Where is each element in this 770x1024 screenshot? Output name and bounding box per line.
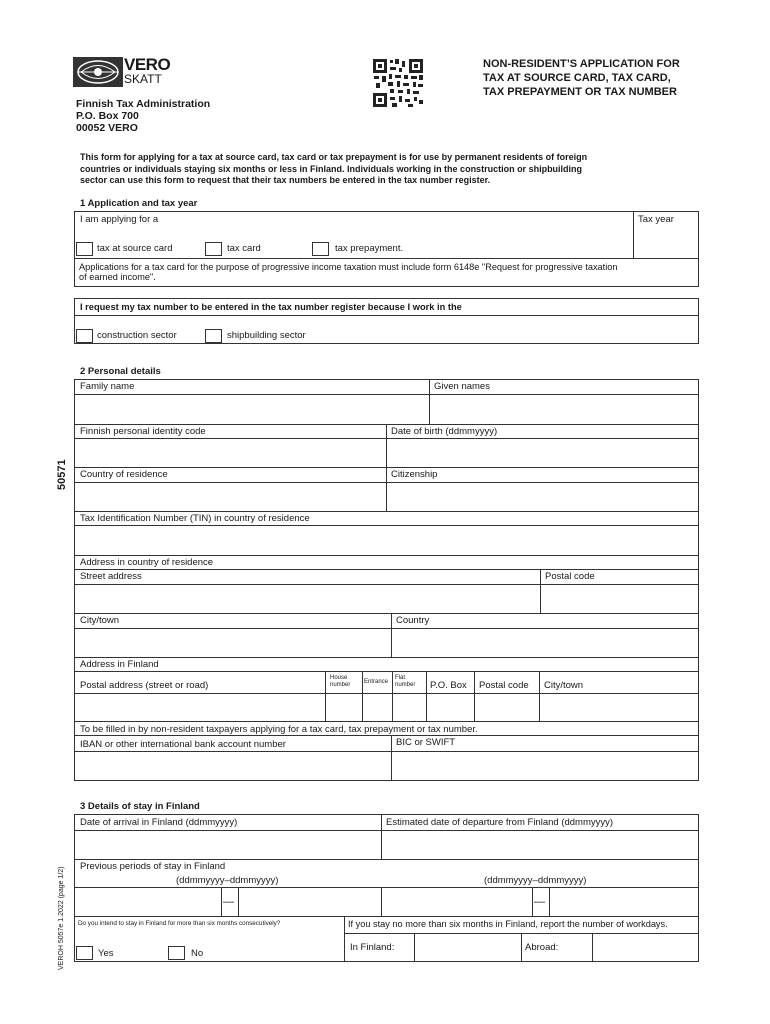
logo-skatt-text: SKATT [124, 72, 162, 86]
flat-number-line-1: Flat [395, 675, 406, 681]
citizenship-input[interactable] [387, 483, 698, 510]
departure-label: Estimated date of departure from Finland (ddmmyyyy) [386, 817, 614, 828]
arrival-input[interactable] [75, 831, 380, 858]
house-number-line-2: number [330, 682, 351, 688]
logo-vero-text: VERO [124, 55, 171, 74]
form-number: 50571 [56, 459, 68, 490]
tax-prepayment-checkbox[interactable] [312, 242, 329, 256]
period-2-end-input[interactable] [550, 888, 698, 915]
in-finland-label: In Finland: [350, 942, 395, 953]
period-1-format: (ddmmyyyy–ddmmyyyy) [176, 875, 279, 886]
qr-code [373, 59, 423, 107]
street-address-label: Street address [80, 571, 142, 582]
bic-input[interactable] [392, 752, 698, 780]
period-1-end-input[interactable] [239, 888, 380, 915]
citizenship-label: Citizenship [391, 469, 438, 480]
identity-code-input[interactable] [75, 439, 385, 466]
city-finland-input[interactable] [540, 694, 698, 720]
section-3-heading: 3 Details of stay in Finland [80, 801, 200, 812]
tax-prepayment-label: tax prepayment. [335, 243, 404, 254]
street-address-input[interactable] [75, 585, 539, 612]
construction-sector-label: construction sector [97, 330, 177, 341]
bank-note: To be filled in by non-resident taxpayers applying for a tax card, tax prepayment or tax number. [80, 724, 478, 735]
period-1-dash: — [223, 896, 234, 908]
family-name-input[interactable] [75, 395, 428, 423]
iban-input[interactable] [75, 752, 390, 780]
stay-no-label: No [191, 948, 204, 959]
tax-at-source-label: tax at source card [97, 243, 173, 254]
given-names-label: Given names [434, 381, 490, 392]
intend-question: Do you intend to stay in Finland for more than six months consecutively? [78, 920, 281, 927]
departure-input[interactable] [382, 831, 698, 858]
tax-year-input[interactable] [634, 226, 698, 257]
form-code: VEROH 5057e 1.2022 (page 1/2) [58, 866, 65, 970]
office-address [76, 98, 210, 134]
city-input[interactable] [75, 629, 390, 656]
section-1-heading: 1 Application and tax year [80, 198, 198, 209]
title-line-3: TAX PREPAYMENT OR TAX NUMBER [483, 86, 677, 98]
period-2-dash: — [534, 896, 545, 908]
intro-line-2: countries or individuals staying six months or less in Finland. Individuals working in the construction or shipbuilding [80, 163, 583, 174]
abroad-label: Abroad: [525, 942, 559, 953]
office-city: 00052 VERO [76, 122, 138, 134]
applying-for-label: I am applying for a [80, 214, 159, 225]
country-residence-label: Country of residence [80, 469, 168, 480]
country-input[interactable] [392, 629, 698, 656]
stay-no-checkbox[interactable] [168, 946, 185, 960]
postal-code-finland-input[interactable] [475, 694, 538, 720]
entrance-input[interactable] [363, 694, 391, 720]
period-2-start-input[interactable] [382, 888, 531, 915]
country-residence-input[interactable] [75, 483, 385, 510]
intro-text [80, 152, 587, 187]
entrance-label: Entrance [364, 679, 389, 685]
tin-label: Tax Identification Number (TIN) in country of residence [80, 513, 310, 524]
postal-address-input[interactable] [75, 694, 324, 720]
address-abroad-label: Address in country of residence [80, 557, 214, 568]
progressive-note-line-2: of earned income". [79, 272, 156, 282]
identity-code-label: Finnish personal identity code [80, 426, 206, 437]
country-label: Country [396, 615, 430, 626]
postal-code-input[interactable] [541, 585, 698, 612]
vero-logo-emblem [73, 57, 123, 87]
workdays-label: If you stay no more than six months in Finland, report the number of workdays. [348, 919, 668, 929]
flat-number-label [395, 675, 415, 689]
flat-number-line-2: number [395, 682, 416, 688]
vero-logo [73, 55, 171, 87]
house-number-line-1: House [330, 675, 348, 681]
shipbuilding-sector-label: shipbuilding sector [227, 330, 306, 341]
form-title [483, 57, 680, 99]
progressive-note [79, 262, 617, 282]
tax-at-source-checkbox[interactable] [76, 242, 93, 256]
intro-line-3: sector can use this form to request that their tax numbers be entered in the tax number register. [80, 175, 491, 185]
register-heading: I request my tax number to be entered in the tax number register because I work in the [80, 302, 462, 312]
section-2-heading: 2 Personal details [80, 366, 161, 377]
po-box-input[interactable] [427, 694, 473, 720]
dob-label: Date of birth (ddmmyyyy) [391, 426, 498, 437]
tax-card-label: tax card [227, 243, 261, 254]
given-names-input[interactable] [430, 395, 698, 423]
title-line-2: TAX AT SOURCE CARD, TAX CARD, [483, 72, 671, 84]
tax-card-checkbox[interactable] [205, 242, 222, 256]
flat-number-input[interactable] [393, 694, 425, 720]
postal-code-finland-label: Postal code [479, 680, 529, 691]
shipbuilding-sector-checkbox[interactable] [205, 329, 222, 343]
construction-sector-checkbox[interactable] [76, 329, 93, 343]
arrival-label: Date of arrival in Finland (ddmmyyyy) [80, 817, 238, 828]
po-box-label: P.O. Box [430, 680, 467, 691]
title-line-1: NON-RESIDENT’S APPLICATION FOR [483, 58, 680, 70]
postal-address-label: Postal address (street or road) [80, 680, 209, 691]
workdays-abroad-input[interactable] [593, 934, 698, 961]
city-label: City/town [80, 615, 120, 626]
previous-stays-label: Previous periods of stay in Finland [80, 861, 226, 872]
period-1-start-input[interactable] [75, 888, 220, 915]
bic-label: BIC or SWIFT [396, 737, 456, 748]
tin-input[interactable] [75, 526, 698, 554]
iban-label: IBAN or other international bank account number [80, 739, 286, 750]
stay-yes-checkbox[interactable] [76, 946, 93, 960]
house-number-input[interactable] [326, 694, 361, 720]
dob-input[interactable] [387, 439, 698, 466]
tax-year-label: Tax year [638, 214, 674, 225]
office-name: Finnish Tax Administration [76, 98, 211, 110]
office-box: P.O. Box 700 [76, 110, 139, 122]
period-2-format: (ddmmyyyy–ddmmyyyy) [484, 875, 587, 886]
stay-yes-label: Yes [98, 948, 114, 959]
address-finland-label: Address in Finland [80, 659, 159, 670]
family-name-label: Family name [80, 381, 135, 392]
workdays-finland-input[interactable] [415, 934, 520, 961]
intro-line-1: This form for applying for a tax at source card, tax card or tax prepayment is for use by permanent residents of foreign [80, 152, 588, 162]
progressive-note-line-1: Applications for a tax card for the purpose of progressive income taxation must include form 6148e "Request for progressive taxation [79, 262, 618, 272]
postal-code-label: Postal code [545, 571, 595, 582]
house-number-label [330, 675, 350, 689]
city-finland-label: City/town [544, 680, 584, 691]
